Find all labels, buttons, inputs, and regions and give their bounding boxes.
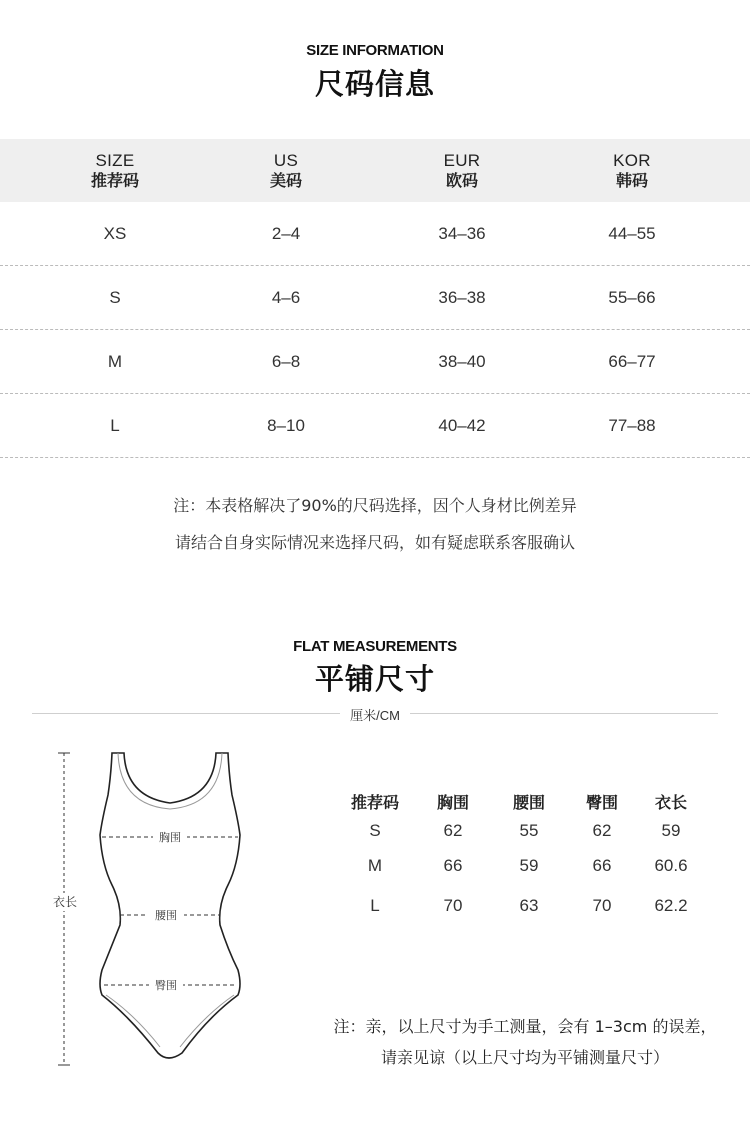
header-hip: 臀围 [585,792,618,812]
size-row [0,394,750,458]
header-eur [342,139,582,202]
header-length: 衣长 [654,792,687,812]
size-info-title-en: SIZE INFORMATION [306,42,444,59]
size-note-line2: 请结合自身实际情况来选择尺码，如有疑虑联系客服确认 [174,533,575,552]
header-bust: 胸围 [436,792,469,812]
kor-cell: 55–66 [608,287,656,307]
size-cell: S [109,287,121,307]
eur-cell: 36–38 [438,287,486,307]
kor-cell: 77–88 [608,415,656,435]
eur-cell: 38–40 [438,351,486,371]
size-row [0,330,750,394]
flat-waist-cell: 55 [519,821,539,840]
size-row [0,266,750,330]
size-cell: M [107,351,123,371]
flat-note-line2: 请亲见谅（以上尺寸均为平铺测量尺寸） [380,1048,669,1067]
header-waist: 腰围 [512,792,545,812]
flat-bust-cell: 62 [443,821,463,840]
header-us-cn: 美码 [269,170,302,190]
flat-length-cell: 62.2 [654,896,688,915]
us-cell: 6–8 [271,351,301,371]
eur-cell: 34–36 [438,223,486,243]
bodysuit-outline [100,753,240,1058]
us-cell: 4–6 [271,287,301,307]
flat-title-en: FLAT MEASUREMENTS [293,638,457,655]
size-row [0,202,750,266]
flat-title-cn: 平铺尺寸 [314,662,435,696]
header-eur-en: EUR [443,150,481,170]
flat-bust-cell: 66 [443,856,463,875]
size-cell: L [110,415,120,435]
waist-label: 腰围 [155,909,177,922]
flat-row [335,816,705,846]
flat-hip-cell: 66 [592,856,612,875]
flat-length-cell: 59 [661,821,681,840]
size-table [0,139,750,458]
flat-hip-cell: 62 [592,821,612,840]
header-us-en: US [273,150,299,170]
bust-label: 胸围 [159,831,181,844]
size-table-header [0,139,750,202]
flat-waist-cell: 59 [519,856,539,875]
header-us [230,139,342,202]
size-note-line1: 注：本表格解决了90%的尺码选择，因个人身材比例差异 [173,496,577,515]
us-cell: 2–4 [271,223,301,243]
flat-bust-cell: 70 [443,896,463,915]
us-cell: 8–10 [267,415,305,435]
length-ruler [50,753,80,1065]
header-kor [582,139,682,202]
hip-label: 臀围 [155,979,177,992]
header-recommended-size: 推荐码 [350,792,399,812]
length-label: 衣长 [52,895,78,909]
header-size-cn: 推荐码 [90,170,139,190]
flat-size-cell: M [367,856,383,875]
size-info-title-cn: 尺码信息 [314,67,435,101]
kor-cell: 66–77 [608,351,656,371]
flat-row [335,846,705,886]
flat-table-header [335,786,705,816]
bodysuit-diagram [40,745,260,1085]
flat-size-cell: S [369,821,381,840]
unit-label: 厘米/CM [350,708,400,723]
header-eur-cn: 欧码 [445,170,478,190]
flat-waist-cell: 63 [519,896,539,915]
flat-row [335,886,705,926]
flat-hip-cell: 70 [592,896,612,915]
header-kor-en: KOR [613,150,651,170]
header-kor-cn: 韩码 [615,170,648,190]
flat-size-cell: L [370,896,380,915]
flat-length-cell: 60.6 [654,856,688,875]
size-cell: XS [103,223,127,243]
flat-note-line1: 注：亲，以上尺寸为手工测量，会有 1–3cm 的误差， [333,1017,717,1036]
header-size [0,139,230,202]
kor-cell: 44–55 [608,223,656,243]
header-size-en: SIZE [95,150,135,170]
eur-cell: 40–42 [438,415,486,435]
flat-measurement-table [335,786,705,926]
